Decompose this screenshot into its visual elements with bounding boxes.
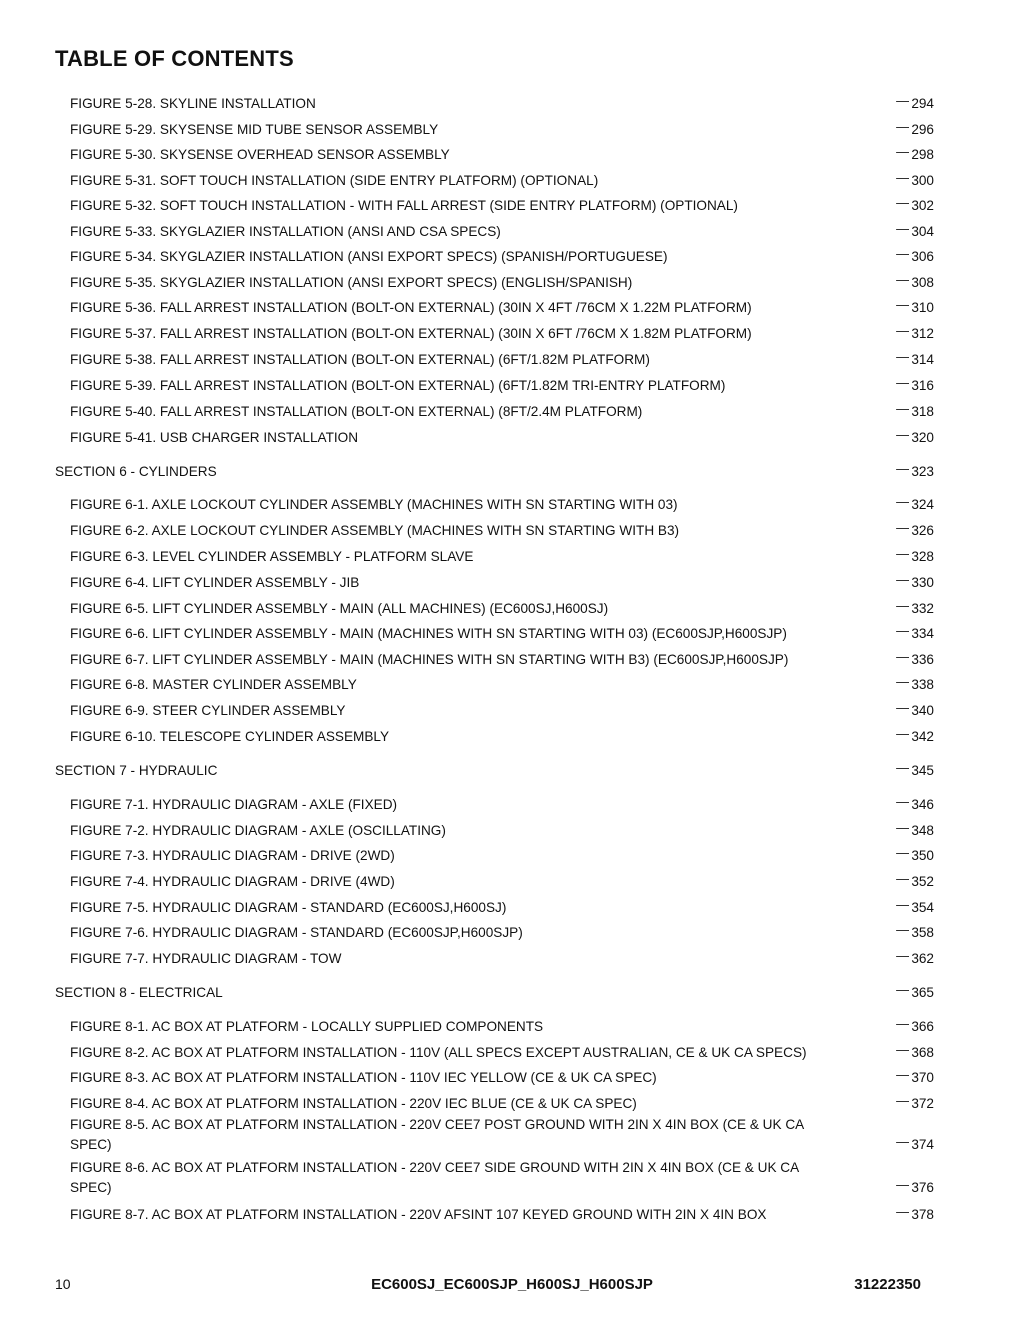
- toc-entry[interactable]: [70, 92, 934, 112]
- dot-leader: [790, 648, 909, 664]
- toc-entry[interactable]: [70, 1092, 934, 1112]
- dot-leader: [503, 220, 909, 236]
- toc-entry-page: 312: [911, 326, 934, 341]
- toc-entry-page: 368: [911, 1045, 934, 1060]
- dot-leader: [680, 493, 910, 509]
- toc-entry-label: FIGURE 8-7. AC BOX AT PLATFORM INSTALLATION - 220V AFSINT 107 KEYED GROUND WITH 2IN X 4IN BOX: [70, 1207, 767, 1222]
- toc-entry-page: 302: [911, 198, 934, 213]
- toc-entry-page: 365: [911, 985, 934, 1000]
- dot-leader: [359, 673, 910, 689]
- toc-entry-line2: [70, 1176, 934, 1196]
- toc-entry-page: 332: [911, 601, 934, 616]
- toc-entry-page: 350: [911, 848, 934, 863]
- toc-entry[interactable]: [70, 921, 934, 941]
- toc-entry-label: FIGURE 5-29. SKYSENSE MID TUBE SENSOR ASSEMBLY: [70, 122, 439, 137]
- footer-document-number: 31222350: [854, 1276, 921, 1293]
- toc-entry-label-continued: SPEC): [70, 1180, 112, 1195]
- dot-leader: [508, 896, 909, 912]
- toc-entry-label: FIGURE 6-5. LIFT CYLINDER ASSEMBLY - MAIN (ALL MACHINES) (EC600SJ,H600SJ): [70, 601, 609, 616]
- toc-entry[interactable]: [70, 426, 934, 446]
- toc-entry-page: 320: [911, 430, 934, 445]
- dot-leader: [114, 1176, 910, 1192]
- toc-entry[interactable]: [70, 1066, 934, 1086]
- toc-entry-label: FIGURE 7-4. HYDRAULIC DIAGRAM - DRIVE (4WD): [70, 874, 395, 889]
- toc-entry-page: 310: [911, 300, 934, 315]
- dot-leader: [114, 1133, 910, 1149]
- dot-leader: [452, 143, 910, 159]
- toc-entry-page: 336: [911, 652, 934, 667]
- toc-entry-page: 340: [911, 703, 934, 718]
- dot-leader: [360, 426, 909, 442]
- toc-entry[interactable]: [70, 870, 934, 890]
- toc-entry-page: 376: [911, 1180, 934, 1195]
- toc-entry-page: 294: [911, 96, 934, 111]
- toc-entry-label: FIGURE 5-38. FALL ARREST INSTALLATION (BOLT-ON EXTERNAL) (6FT/1.82M PLATFORM): [70, 352, 650, 367]
- toc-entry-label: FIGURE 5-40. FALL ARREST INSTALLATION (BOLT-ON EXTERNAL) (8FT/2.4M PLATFORM): [70, 404, 643, 419]
- toc-entry-label: FIGURE 5-34. SKYGLAZIER INSTALLATION (ANSI EXPORT SPECS) (SPANISH/PORTUGUESE): [70, 249, 668, 264]
- toc-entry[interactable]: [70, 322, 934, 342]
- toc-entry-label: SECTION 6 - CYLINDERS: [55, 464, 217, 479]
- toc-entry-page: 378: [911, 1207, 934, 1222]
- toc-entry-page: 314: [911, 352, 934, 367]
- toc-entry[interactable]: [70, 194, 934, 214]
- dot-leader: [448, 819, 909, 835]
- toc-entry-page: 370: [911, 1070, 934, 1085]
- toc-entry-page: 298: [911, 147, 934, 162]
- toc-entry-label: FIGURE 6-8. MASTER CYLINDER ASSEMBLY: [70, 677, 357, 692]
- page-title: TABLE OF CONTENTS: [55, 46, 294, 71]
- footer-page-number: 10: [55, 1276, 71, 1292]
- toc-entry-page: 338: [911, 677, 934, 692]
- toc-entry-page: 374: [911, 1137, 934, 1152]
- dot-leader: [670, 245, 910, 261]
- toc-entry[interactable]: [70, 374, 934, 394]
- toc-entry-label-continued: SPEC): [70, 1137, 112, 1152]
- dot-leader: [809, 1041, 910, 1057]
- toc-entry[interactable]: [70, 793, 934, 813]
- toc-entry-page: 348: [911, 823, 934, 838]
- toc-entry-page: 306: [911, 249, 934, 264]
- dot-leader: [768, 1203, 909, 1219]
- toc-entry-page: 345: [911, 763, 934, 778]
- dot-leader: [225, 981, 910, 997]
- toc-entry-page: 304: [911, 224, 934, 239]
- toc-entry[interactable]: [70, 648, 934, 668]
- toc-entry[interactable]: [70, 493, 934, 513]
- dot-leader: [610, 597, 909, 613]
- dot-leader: [397, 870, 910, 886]
- dot-leader: [397, 844, 910, 860]
- toc-entry-page: 352: [911, 874, 934, 889]
- toc-entry-label: FIGURE 7-2. HYDRAULIC DIAGRAM - AXLE (OSCILLATING): [70, 823, 446, 838]
- toc-entry-label: FIGURE 7-7. HYDRAULIC DIAGRAM - TOW: [70, 951, 342, 966]
- toc-entry[interactable]: [70, 725, 934, 745]
- dot-leader: [343, 947, 909, 963]
- toc-entry-label: FIGURE 5-33. SKYGLAZIER INSTALLATION (ANSI AND CSA SPECS): [70, 224, 501, 239]
- toc-entry[interactable]: [70, 118, 934, 138]
- toc-entry-label: FIGURE 5-32. SOFT TOUCH INSTALLATION - WITH FALL ARREST (SIDE ENTRY PLATFORM) (OPTIONAL): [70, 198, 738, 213]
- toc-entry-page: 334: [911, 626, 934, 641]
- toc-section-entry[interactable]: [55, 460, 934, 480]
- toc-entry-label: FIGURE 6-6. LIFT CYLINDER ASSEMBLY - MAIN (MACHINES WITH SN STARTING WITH 03) (EC600SJP,H600SJP): [70, 626, 787, 641]
- dot-leader: [740, 194, 909, 210]
- toc-entry-page: 318: [911, 404, 934, 419]
- toc-entry[interactable]: [70, 169, 934, 189]
- toc-entry[interactable]: [70, 1117, 934, 1153]
- toc-entry[interactable]: [70, 220, 934, 240]
- toc-entry-page: 316: [911, 378, 934, 393]
- toc-entry[interactable]: [70, 819, 934, 839]
- toc-entry[interactable]: [70, 1015, 934, 1035]
- toc-entry[interactable]: [70, 844, 934, 864]
- dot-leader: [634, 271, 909, 287]
- toc-entry-page: 308: [911, 275, 934, 290]
- dot-leader: [600, 169, 909, 185]
- dot-leader: [399, 793, 909, 809]
- toc-entry-label: FIGURE 8-5. AC BOX AT PLATFORM INSTALLATION - 220V CEE7 POST GROUND WITH 2IN X 4IN BOX (CE & UK CA: [70, 1117, 805, 1132]
- toc-entry[interactable]: [70, 699, 934, 719]
- toc-entry-label: FIGURE 6-10. TELESCOPE CYLINDER ASSEMBLY: [70, 729, 390, 744]
- toc-entry-label: FIGURE 6-7. LIFT CYLINDER ASSEMBLY - MAIN (MACHINES WITH SN STARTING WITH B3) (EC600SJP,H600SJP): [70, 652, 789, 667]
- toc-entry-label: FIGURE 6-2. AXLE LOCKOUT CYLINDER ASSEMBLY (MACHINES WITH SN STARTING WITH B3): [70, 523, 680, 538]
- toc-entry[interactable]: [70, 143, 934, 163]
- toc-entry-label: FIGURE 5-41. USB CHARGER INSTALLATION: [70, 430, 359, 445]
- toc-entry-label: FIGURE 5-37. FALL ARREST INSTALLATION (BOLT-ON EXTERNAL) (30IN X 6FT /76CM X 1.82M PLATFORM): [70, 326, 752, 341]
- toc-entry[interactable]: [70, 348, 934, 368]
- toc-entry-page: 324: [911, 497, 934, 512]
- toc-entry-label: FIGURE 7-3. HYDRAULIC DIAGRAM - DRIVE (2WD): [70, 848, 395, 863]
- toc-entry[interactable]: [70, 271, 934, 291]
- toc-entry[interactable]: [70, 1041, 934, 1061]
- toc-entry-page: 366: [911, 1019, 934, 1034]
- toc-entry-page: 372: [911, 1096, 934, 1111]
- toc-entry-page: 328: [911, 549, 934, 564]
- toc-entry-label: FIGURE 8-4. AC BOX AT PLATFORM INSTALLATION - 220V IEC BLUE (CE & UK CA SPEC): [70, 1096, 637, 1111]
- toc-entry[interactable]: [70, 571, 934, 591]
- toc-entry-label: FIGURE 6-3. LEVEL CYLINDER ASSEMBLY - PLATFORM SLAVE: [70, 549, 474, 564]
- footer-document-models: EC600SJ_EC600SJP_H600SJ_H600SJP: [371, 1276, 653, 1293]
- toc-entry[interactable]: [70, 1160, 934, 1196]
- toc-entry-page: 354: [911, 900, 934, 915]
- dot-leader: [361, 571, 909, 587]
- toc-entry[interactable]: [70, 947, 934, 967]
- toc-entry[interactable]: [70, 896, 934, 916]
- toc-entry-label: FIGURE 5-36. FALL ARREST INSTALLATION (BOLT-ON EXTERNAL) (30IN X 4FT /76CM X 1.22M PLATFORM): [70, 300, 752, 315]
- toc-entry-label: FIGURE 5-28. SKYLINE INSTALLATION: [70, 96, 316, 111]
- toc-entry[interactable]: [70, 245, 934, 265]
- toc-entry[interactable]: [70, 519, 934, 539]
- toc-entry-page: 362: [911, 951, 934, 966]
- toc-entry-page: 326: [911, 523, 934, 538]
- toc-section-entry[interactable]: [55, 981, 934, 1001]
- toc-entry[interactable]: [70, 545, 934, 565]
- toc-entry-label: FIGURE 8-2. AC BOX AT PLATFORM INSTALLATION - 110V (ALL SPECS EXCEPT AUSTRALIAN, CE & UK CA SPECS): [70, 1045, 807, 1060]
- toc-entry[interactable]: [70, 1203, 934, 1223]
- toc-entry-label: SECTION 7 - HYDRAULIC: [55, 763, 218, 778]
- toc-entry-label: FIGURE 8-3. AC BOX AT PLATFORM INSTALLATION - 110V IEC YELLOW (CE & UK CA SPEC): [70, 1070, 657, 1085]
- toc-entry-page: 300: [911, 173, 934, 188]
- toc-entry[interactable]: [70, 622, 934, 642]
- toc-entry[interactable]: [70, 400, 934, 420]
- dot-leader: [754, 322, 910, 338]
- toc-entry-page: 346: [911, 797, 934, 812]
- toc-entry-page: 342: [911, 729, 934, 744]
- toc-entry[interactable]: [70, 673, 934, 693]
- toc-entry-label: FIGURE 7-5. HYDRAULIC DIAGRAM - STANDARD (EC600SJ,H600SJ): [70, 900, 507, 915]
- toc-entry-label: SECTION 8 - ELECTRICAL: [55, 985, 223, 1000]
- dot-leader: [318, 92, 910, 108]
- dot-leader: [475, 545, 909, 561]
- dot-leader: [681, 519, 909, 535]
- toc-entry-label: FIGURE 6-9. STEER CYLINDER ASSEMBLY: [70, 703, 346, 718]
- dot-leader: [652, 348, 909, 364]
- toc-entry-label: FIGURE 8-6. AC BOX AT PLATFORM INSTALLATION - 220V CEE7 SIDE GROUND WITH 2IN X 4IN BOX (CE & UK CA: [70, 1160, 800, 1175]
- toc-entry-label: FIGURE 5-31. SOFT TOUCH INSTALLATION (SIDE ENTRY PLATFORM) (OPTIONAL): [70, 173, 599, 188]
- dot-leader: [545, 1015, 909, 1031]
- dot-leader: [525, 921, 910, 937]
- toc-entry-page: 323: [911, 464, 934, 479]
- toc-entry-page: 358: [911, 925, 934, 940]
- toc-entry-label: FIGURE 8-1. AC BOX AT PLATFORM - LOCALLY SUPPLIED COMPONENTS: [70, 1019, 544, 1034]
- dot-leader: [659, 1066, 910, 1082]
- toc-entry-page: 296: [911, 122, 934, 137]
- dot-leader: [639, 1092, 910, 1108]
- toc-entry-label: FIGURE 6-1. AXLE LOCKOUT CYLINDER ASSEMBLY (MACHINES WITH SN STARTING WITH 03): [70, 497, 678, 512]
- dot-leader: [789, 622, 909, 638]
- toc-entry-line2: [70, 1133, 934, 1153]
- toc-entry-page: 330: [911, 575, 934, 590]
- dot-leader: [219, 460, 910, 476]
- dot-leader: [644, 400, 909, 416]
- toc-entry-label: FIGURE 7-1. HYDRAULIC DIAGRAM - AXLE (FIXED): [70, 797, 398, 812]
- toc-section-entry[interactable]: [55, 759, 934, 779]
- toc-entry[interactable]: [70, 296, 934, 316]
- dot-leader: [219, 759, 909, 775]
- dot-leader: [391, 725, 909, 741]
- toc-entry-label: FIGURE 6-4. LIFT CYLINDER ASSEMBLY - JIB: [70, 575, 360, 590]
- dot-leader: [440, 118, 909, 134]
- toc-entry-label: FIGURE 7-6. HYDRAULIC DIAGRAM - STANDARD (EC600SJP,H600SJP): [70, 925, 523, 940]
- toc-entry-label: FIGURE 5-30. SKYSENSE OVERHEAD SENSOR ASSEMBLY: [70, 147, 450, 162]
- toc-entry[interactable]: [70, 597, 934, 617]
- dot-leader: [347, 699, 909, 715]
- toc-entry-label: FIGURE 5-35. SKYGLAZIER INSTALLATION (ANSI EXPORT SPECS) (ENGLISH/SPANISH): [70, 275, 633, 290]
- dot-leader: [754, 296, 910, 312]
- dot-leader: [727, 374, 909, 390]
- toc-entry-label: FIGURE 5-39. FALL ARREST INSTALLATION (BOLT-ON EXTERNAL) (6FT/1.82M TRI-ENTRY PLATFORM): [70, 378, 726, 393]
